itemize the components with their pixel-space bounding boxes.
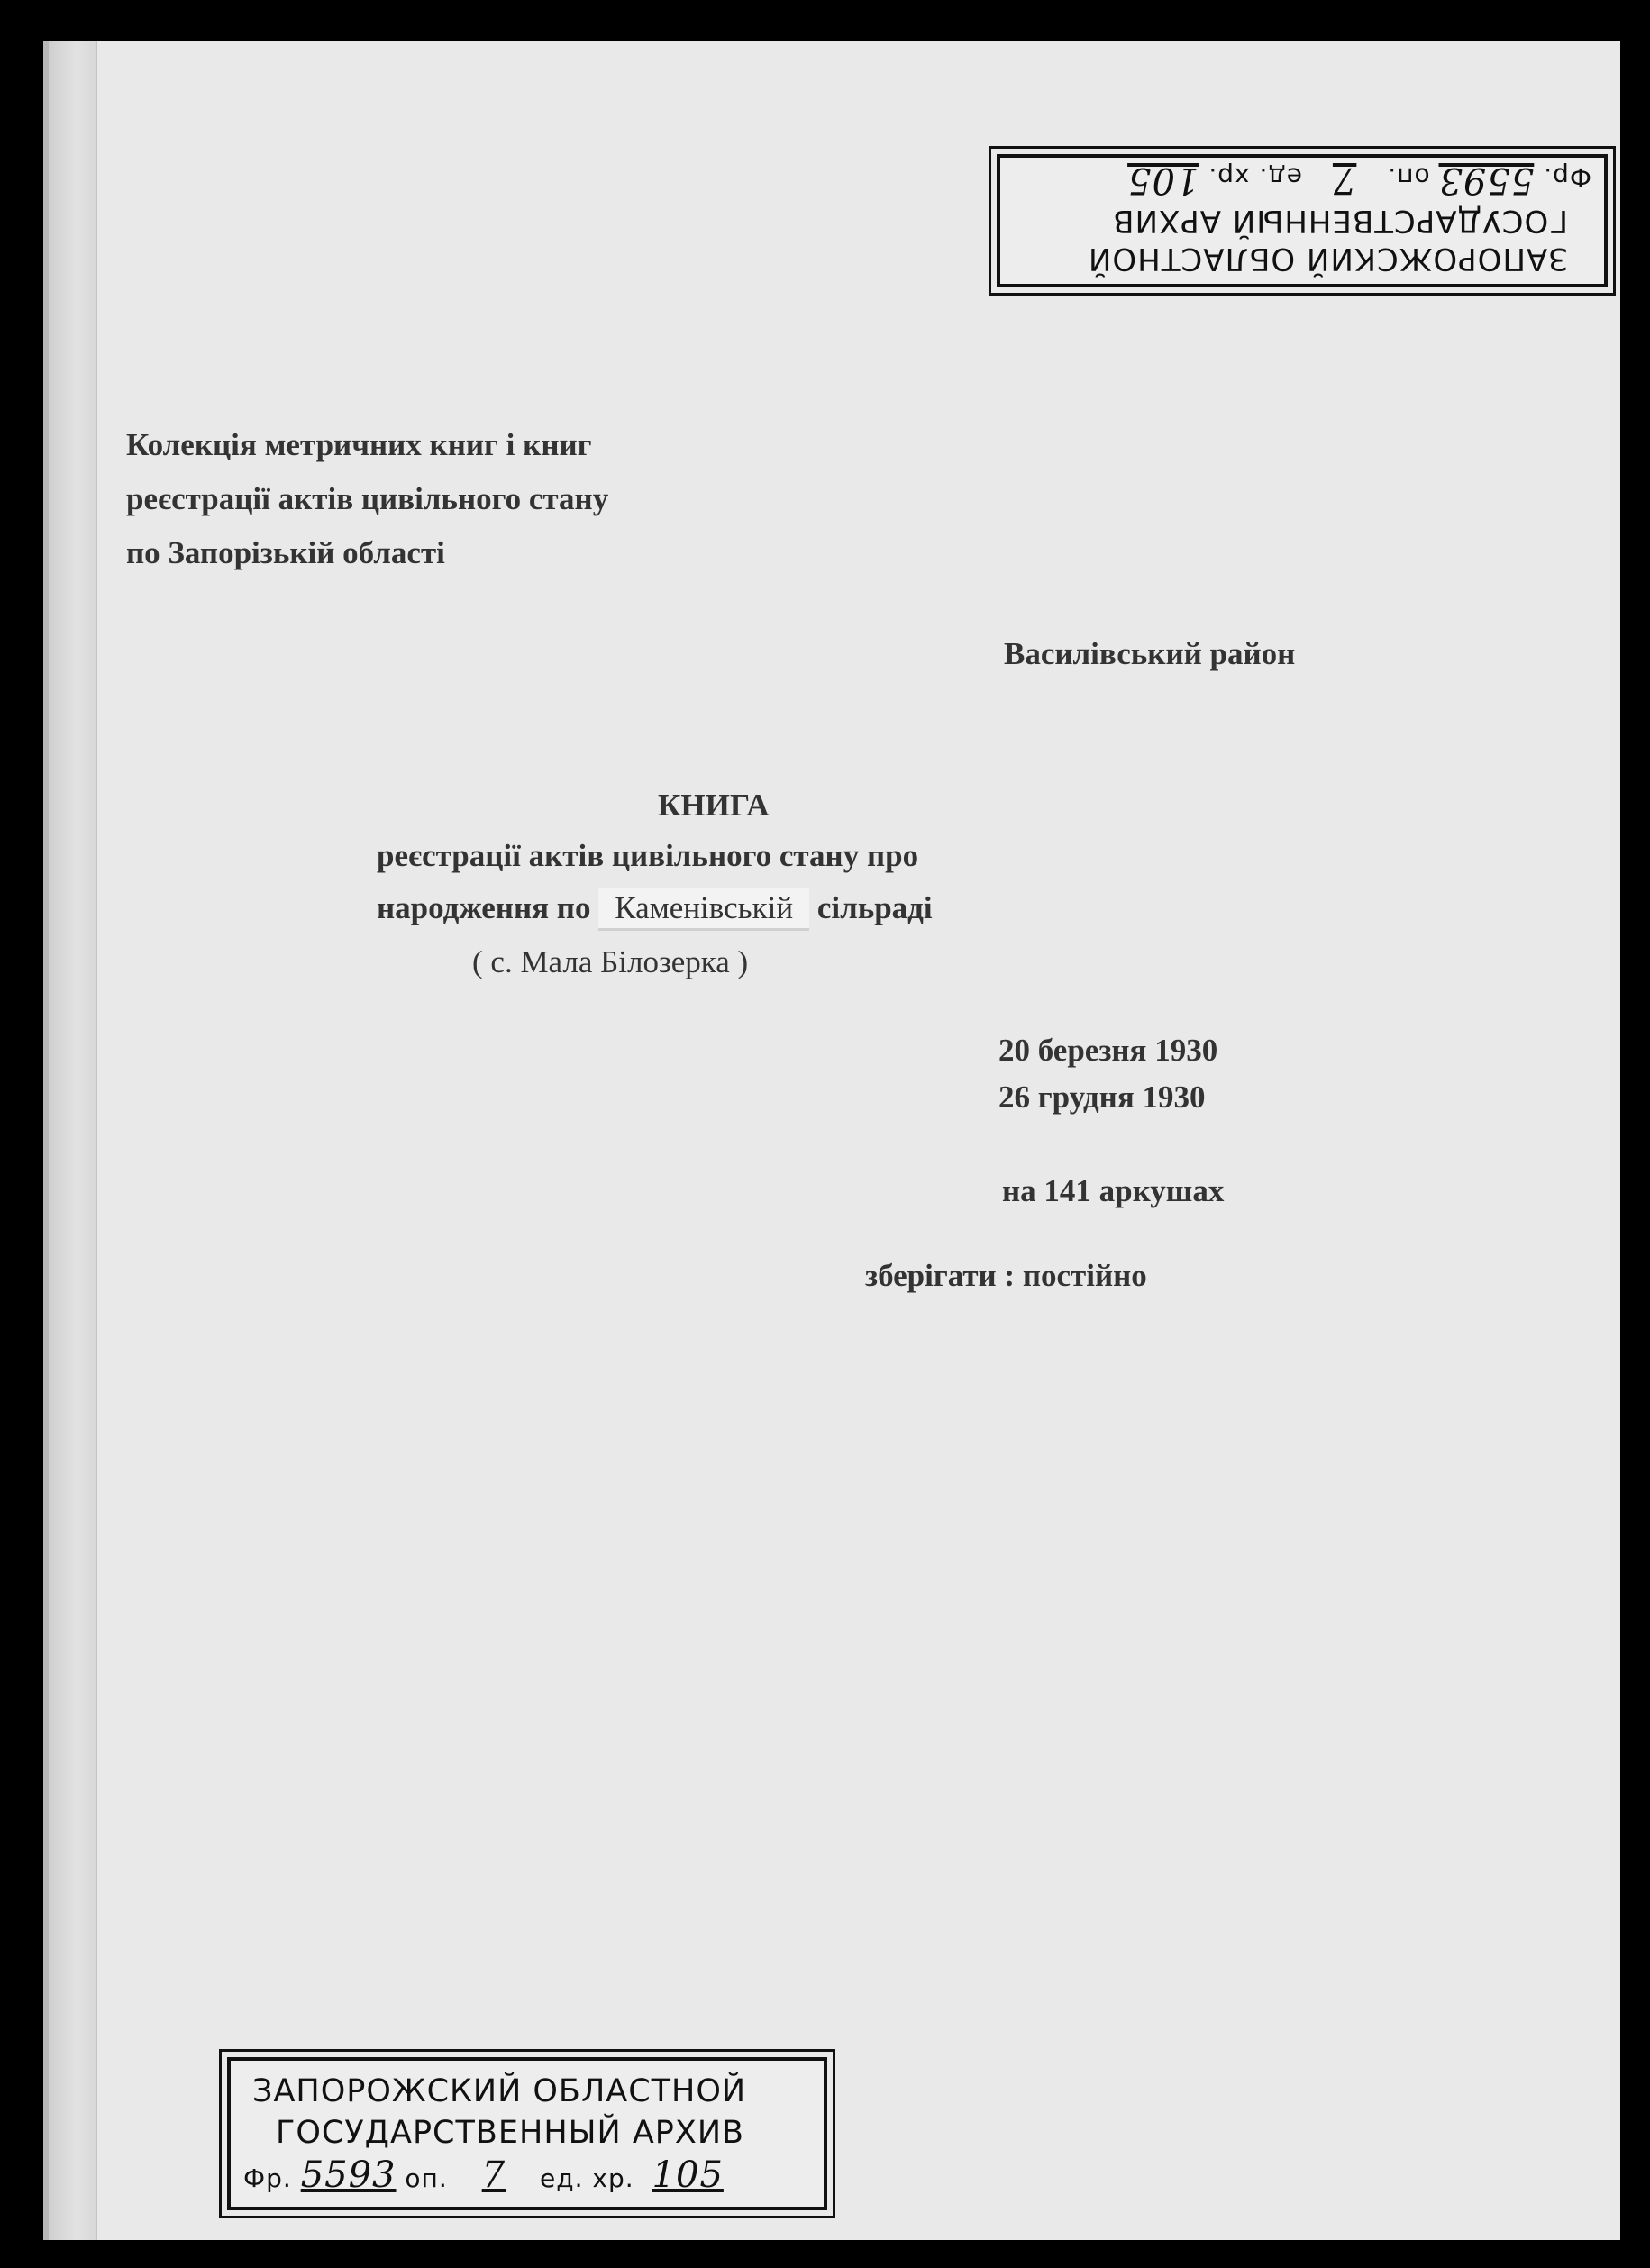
stamp-bottom-fond-label: Фр. [243,2163,292,2193]
district-name: Василівський район [1004,636,1296,671]
stamp-top-opis-label: оп. [1387,162,1430,192]
stamp-top-fond-label: Фр. [1543,162,1591,192]
stamp-top-line3 [1127,159,1591,201]
stamp-bottom-opis-label: оп. [405,2163,448,2193]
book-subtitle-line1: реєстрації актів цивільного стану про [377,838,919,873]
stamp-top-opis: 7 [1332,159,1357,201]
stamp-bottom-opis: 7 [481,2154,506,2196]
stamp-top-fond: 5593 [1438,159,1535,201]
council-name-field: Каменівській [598,888,809,931]
book-title: КНИГА [658,788,770,823]
stamp-bottom-unit: 105 [652,2154,724,2196]
stamp-bottom-fond: 5593 [300,2154,397,2196]
stamp-top-line1: ЗАПОРОЖСКИЙ ОБЛАСТНОЙ [1087,241,1568,277]
archive-stamp-bottom [227,2057,827,2210]
village-name: ( с. Мала Білозерка ) [472,944,749,979]
stamp-top-unit: 105 [1127,159,1199,201]
book-line2-suffix: сільраді [816,890,933,925]
collection-line-2: реєстрації актів цивільного стану [126,481,609,516]
stamp-bottom-line1: ЗАПОРОЖСКИЙ ОБЛАСТНОЙ [252,2073,747,2109]
date-start: 20 березня 1930 [998,1033,1218,1068]
book-line2-prefix: народження по [377,890,591,925]
retention-period: зберігати : постійно [865,1258,1147,1293]
stamp-bottom-line2: ГОСУДАРСТВЕННЫЙ АРХИВ [276,2115,745,2151]
collection-line-3: по Запорізькій області [126,535,445,570]
stamp-top-unit-label: ед. хр. [1208,162,1302,192]
sheet-count: на 141 аркушах [1002,1173,1225,1208]
stamp-bottom-line3 [243,2154,724,2196]
stamp-bottom-unit-label: ед. хр. [540,2163,634,2193]
document-page [43,41,1620,2240]
archive-stamp-top [997,154,1608,287]
collection-line-1: Колекція метричних книг і книг [126,427,592,462]
stamp-top-line2: ГОСУДАРСТВЕННЫЙ АРХИВ [1112,203,1568,239]
date-end: 26 грудня 1930 [998,1079,1206,1115]
book-subtitle-line2 [377,888,933,931]
book-spine [49,41,97,2240]
